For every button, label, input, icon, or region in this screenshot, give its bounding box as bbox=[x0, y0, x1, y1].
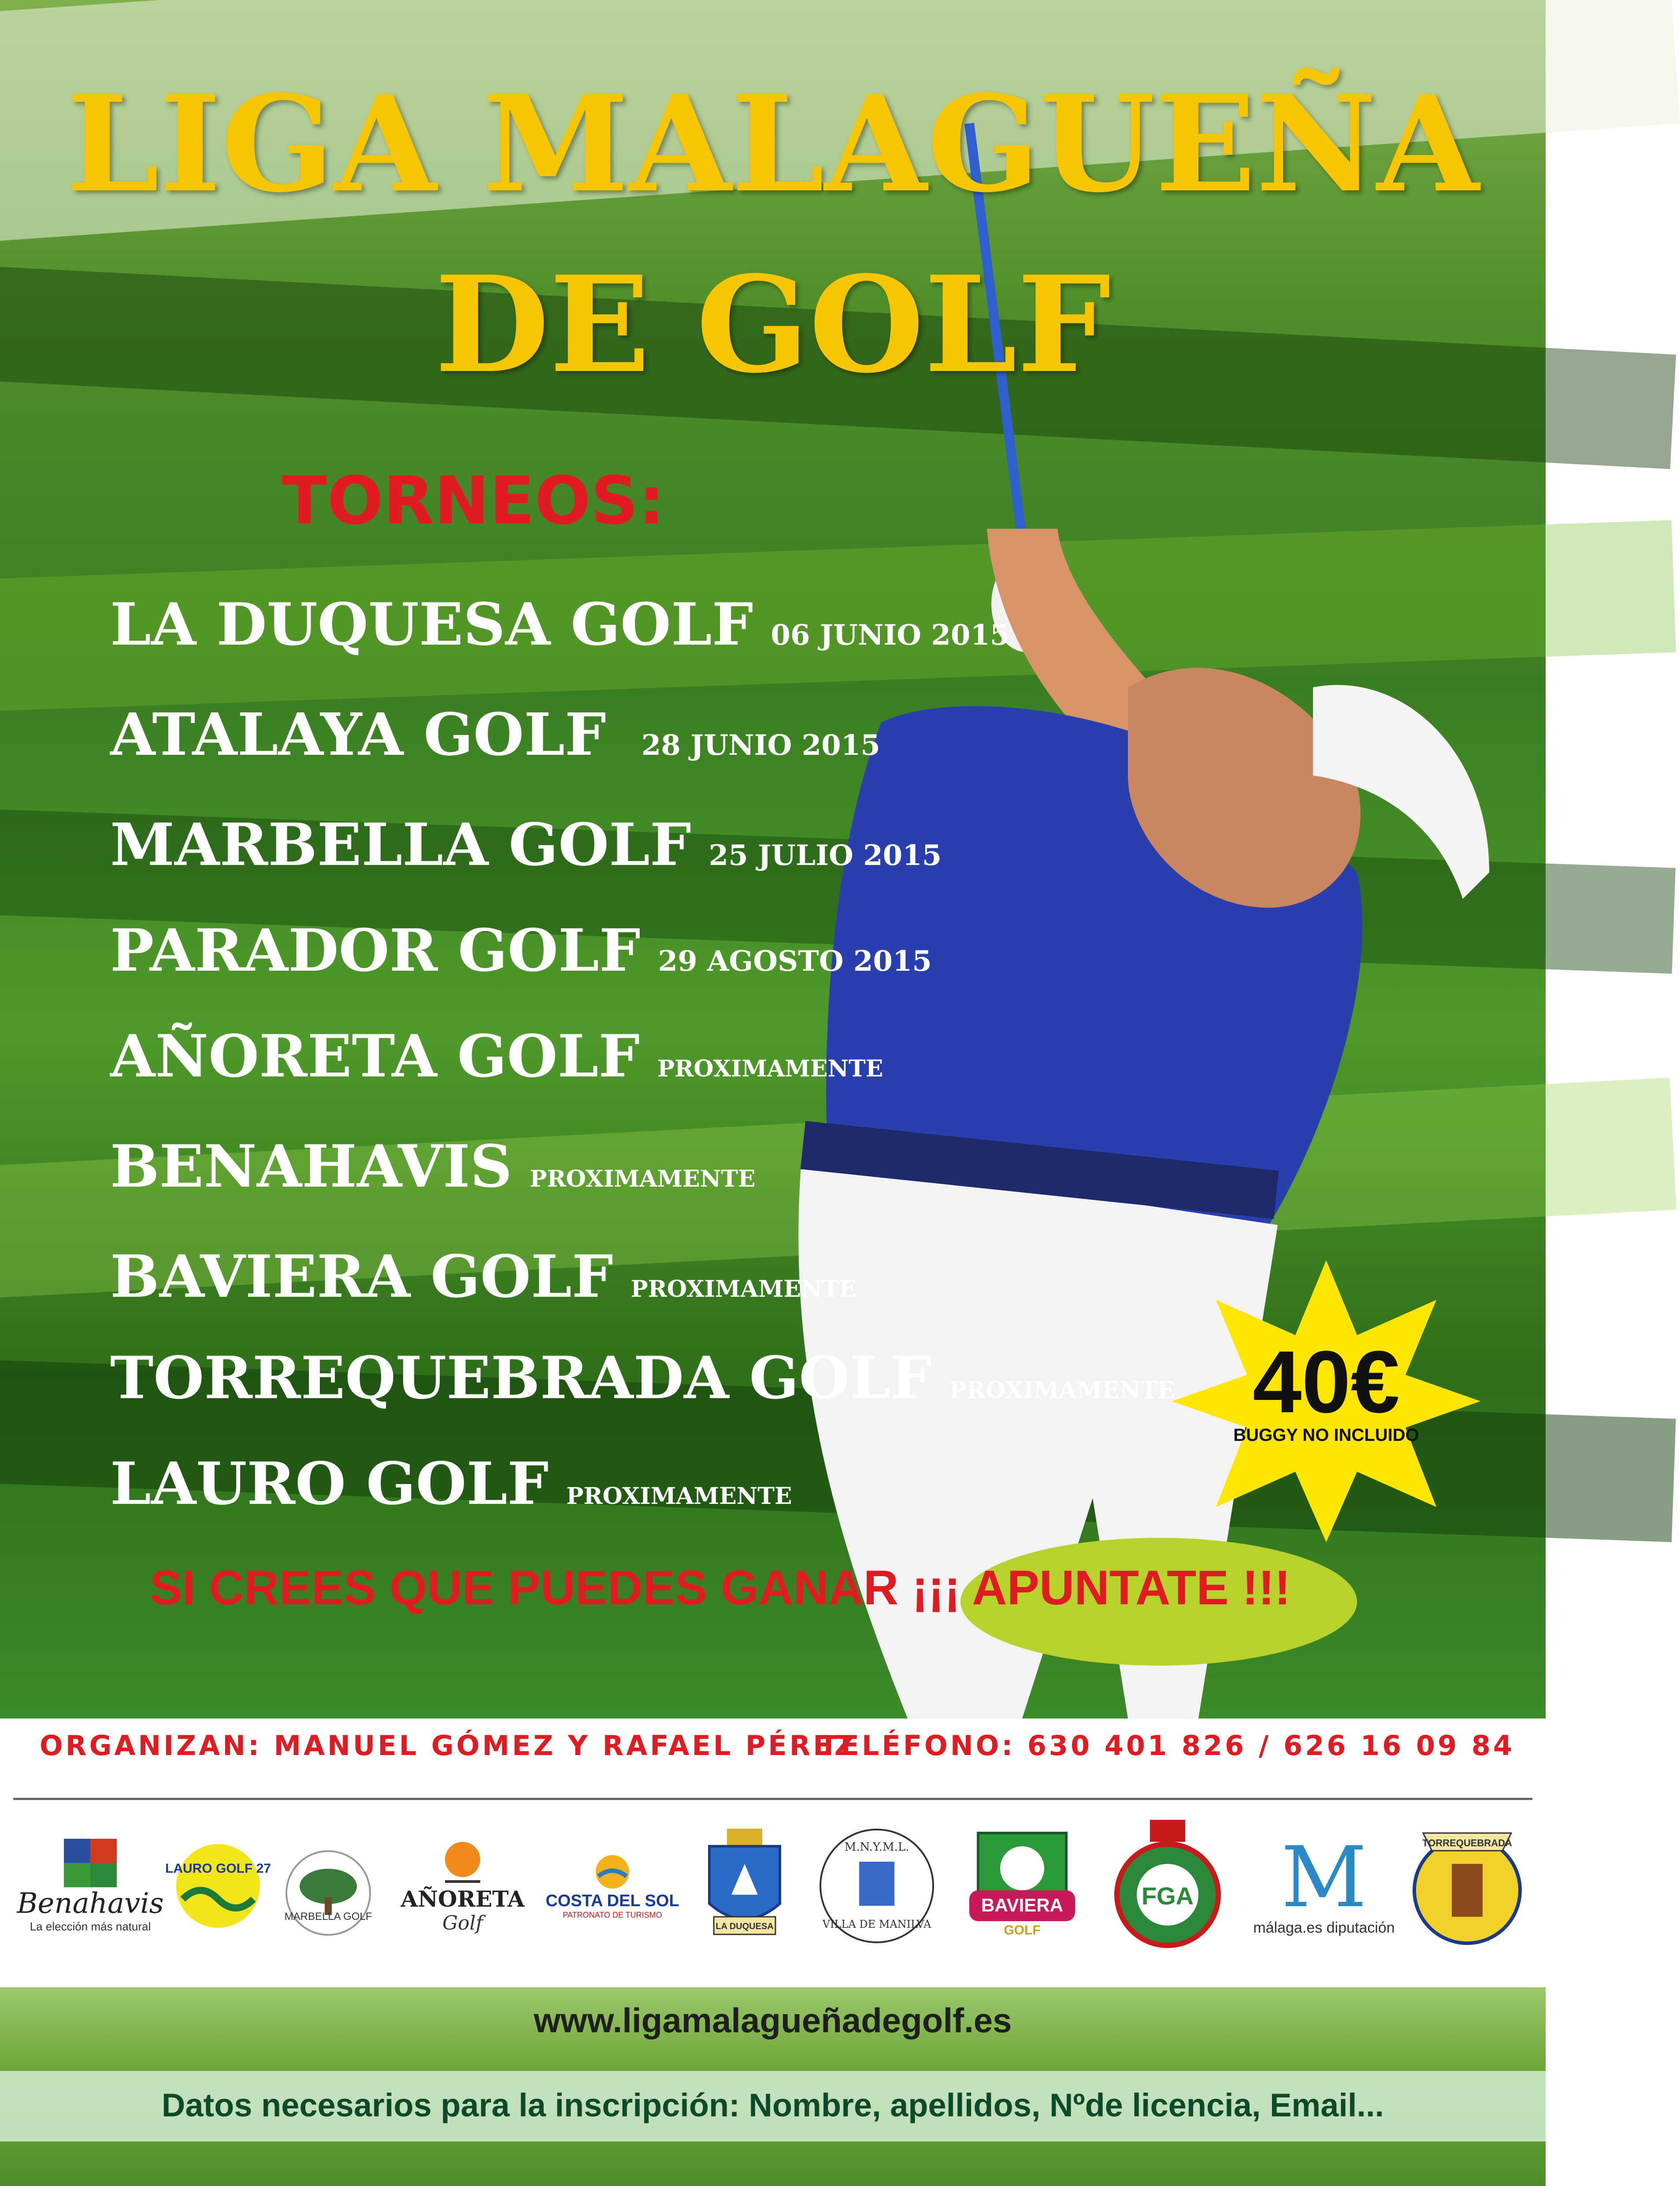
malaga-m-icon: M bbox=[1281, 1828, 1367, 1926]
tournament-name: LA DUQUESA GOLF bbox=[110, 590, 753, 659]
torrequebrada-logo bbox=[1406, 1807, 1529, 1965]
marbella-golf-tree-icon bbox=[284, 1849, 372, 1937]
cta-text: SI CREES QUE PUEDES GANAR ¡¡¡ APUNTATE !!! bbox=[150, 1561, 1291, 1615]
svg-text:TORREQUEBRADA: TORREQUEBRADA bbox=[1422, 1837, 1512, 1848]
benahavis-emblem-icon bbox=[64, 1839, 117, 1887]
la-duquesa-crest-icon bbox=[701, 1829, 789, 1943]
tournament-name: BENAHAVIS bbox=[110, 1132, 512, 1201]
marbella-golf-logo bbox=[278, 1807, 379, 1965]
tournament-date: 29 AGOSTO 2015 bbox=[658, 945, 932, 978]
divider bbox=[13, 1798, 1532, 1800]
anoreta-name: AÑORETA bbox=[401, 1886, 525, 1912]
price-note: BUGGY NO INCLUIDO bbox=[1233, 1425, 1419, 1445]
tournament-date: 06 JUNIO 2015 bbox=[771, 619, 1010, 652]
tournament-date: PROXIMAMENTE bbox=[657, 1055, 883, 1082]
svg-text:LAURO GOLF 27: LAURO GOLF 27 bbox=[165, 1861, 271, 1876]
tournament-item bbox=[110, 590, 1009, 659]
svg-text:BAVIERA: BAVIERA bbox=[981, 1895, 1063, 1915]
lauro-golf-emblem-icon bbox=[165, 1842, 271, 1930]
lauro-golf-logo bbox=[167, 1807, 269, 1965]
tournament-name: PARADOR GOLF bbox=[110, 917, 641, 985]
malaga-diputacion-logo bbox=[1251, 1807, 1397, 1965]
tournament-date: PROXIMAMENTE bbox=[566, 1483, 792, 1510]
anoreta-golf-logo bbox=[397, 1807, 529, 1965]
tournament-date: 25 JULIO 2015 bbox=[708, 839, 942, 872]
tournament-item bbox=[110, 701, 880, 769]
tournament-name: ATALAYA GOLF bbox=[110, 701, 606, 769]
fga-logo bbox=[1106, 1807, 1229, 1965]
la-duquesa-logo bbox=[692, 1807, 797, 1965]
tournament-name: MARBELLA GOLF bbox=[110, 811, 691, 879]
poster-title-line2: DE GOLF bbox=[434, 247, 1111, 402]
torrequebrada-crest-icon bbox=[1410, 1824, 1524, 1948]
tournament-item bbox=[110, 1344, 1175, 1412]
costa-del-sol-sub: PATRONATO DE TURISMO bbox=[563, 1911, 662, 1919]
svg-text:VILLA DE MANILVA: VILLA DE MANILVA bbox=[822, 1918, 931, 1930]
costa-del-sol-name: COSTA DEL SOL bbox=[545, 1892, 679, 1910]
price-starburst bbox=[1172, 1260, 1480, 1542]
tournament-item bbox=[110, 1243, 857, 1311]
baviera-golf-crest-icon bbox=[961, 1824, 1084, 1948]
poster-title-line1: LIGA MALAGUEÑA bbox=[66, 66, 1480, 222]
registration-info-text: Datos necesarios para la inscripción: Nombre, apellidos, Nºde licencia, Email... bbox=[161, 2087, 1384, 2123]
tournament-item bbox=[110, 1132, 756, 1201]
sun-icon bbox=[590, 1852, 634, 1892]
tournament-item bbox=[110, 1450, 792, 1518]
tournament-date: 28 JUNIO 2015 bbox=[641, 729, 880, 762]
anoreta-sub: Golf bbox=[442, 1912, 483, 1934]
svg-text:LA DUQUESA: LA DUQUESA bbox=[716, 1922, 774, 1931]
tournament-name: AÑORETA GOLF bbox=[110, 1022, 640, 1091]
tournament-item bbox=[110, 811, 942, 879]
svg-text:FGA: FGA bbox=[1141, 1882, 1194, 1910]
tournament-name: TORREQUEBRADA GOLF bbox=[110, 1344, 932, 1412]
malaga-diputacion-name: málaga.es diputación bbox=[1253, 1919, 1395, 1936]
sponsor-logos-row bbox=[18, 1807, 1529, 1965]
tournament-date: PROXIMAMENTE bbox=[530, 1165, 756, 1192]
villa-de-manilva-logo bbox=[811, 1807, 943, 1965]
organizers-text: ORGANIZAN: MANUEL GÓMEZ Y RAFAEL PÉREZ bbox=[40, 1730, 857, 1762]
tournament-item bbox=[110, 1022, 883, 1091]
baviera-golf-logo bbox=[956, 1807, 1088, 1965]
costa-del-sol-logo bbox=[546, 1807, 679, 1965]
svg-text:M.N.Y.M.L.: M.N.Y.M.L. bbox=[844, 1841, 909, 1854]
phone-text: TELÉFONO: 630 401 826 / 626 16 09 84 bbox=[819, 1730, 1515, 1762]
tournament-name: BAVIERA GOLF bbox=[110, 1243, 613, 1311]
svg-text:GOLF: GOLF bbox=[1004, 1923, 1041, 1937]
benahavis-tagline: La elección más natural bbox=[30, 1919, 151, 1933]
benahavis-logo bbox=[18, 1807, 163, 1965]
tournament-date: PROXIMAMENTE bbox=[630, 1276, 857, 1303]
fga-crest-icon bbox=[1110, 1820, 1225, 1952]
tournament-name: LAURO GOLF bbox=[110, 1450, 549, 1518]
golf-ball-flag-icon bbox=[436, 1837, 489, 1886]
manilva-seal-icon bbox=[817, 1826, 936, 1945]
tournament-item bbox=[110, 917, 932, 985]
benahavis-name: Benahavis bbox=[17, 1887, 164, 1920]
marbella-golf-name: MARBELLA GOLF bbox=[284, 1911, 372, 1922]
price-value: 40€ bbox=[1253, 1333, 1400, 1431]
tournament-date: PROXIMAMENTE bbox=[949, 1377, 1176, 1404]
torneos-heading: TORNEOS: bbox=[282, 463, 665, 539]
website-url: www.ligamalagueñadegolf.es bbox=[534, 2001, 1012, 2040]
